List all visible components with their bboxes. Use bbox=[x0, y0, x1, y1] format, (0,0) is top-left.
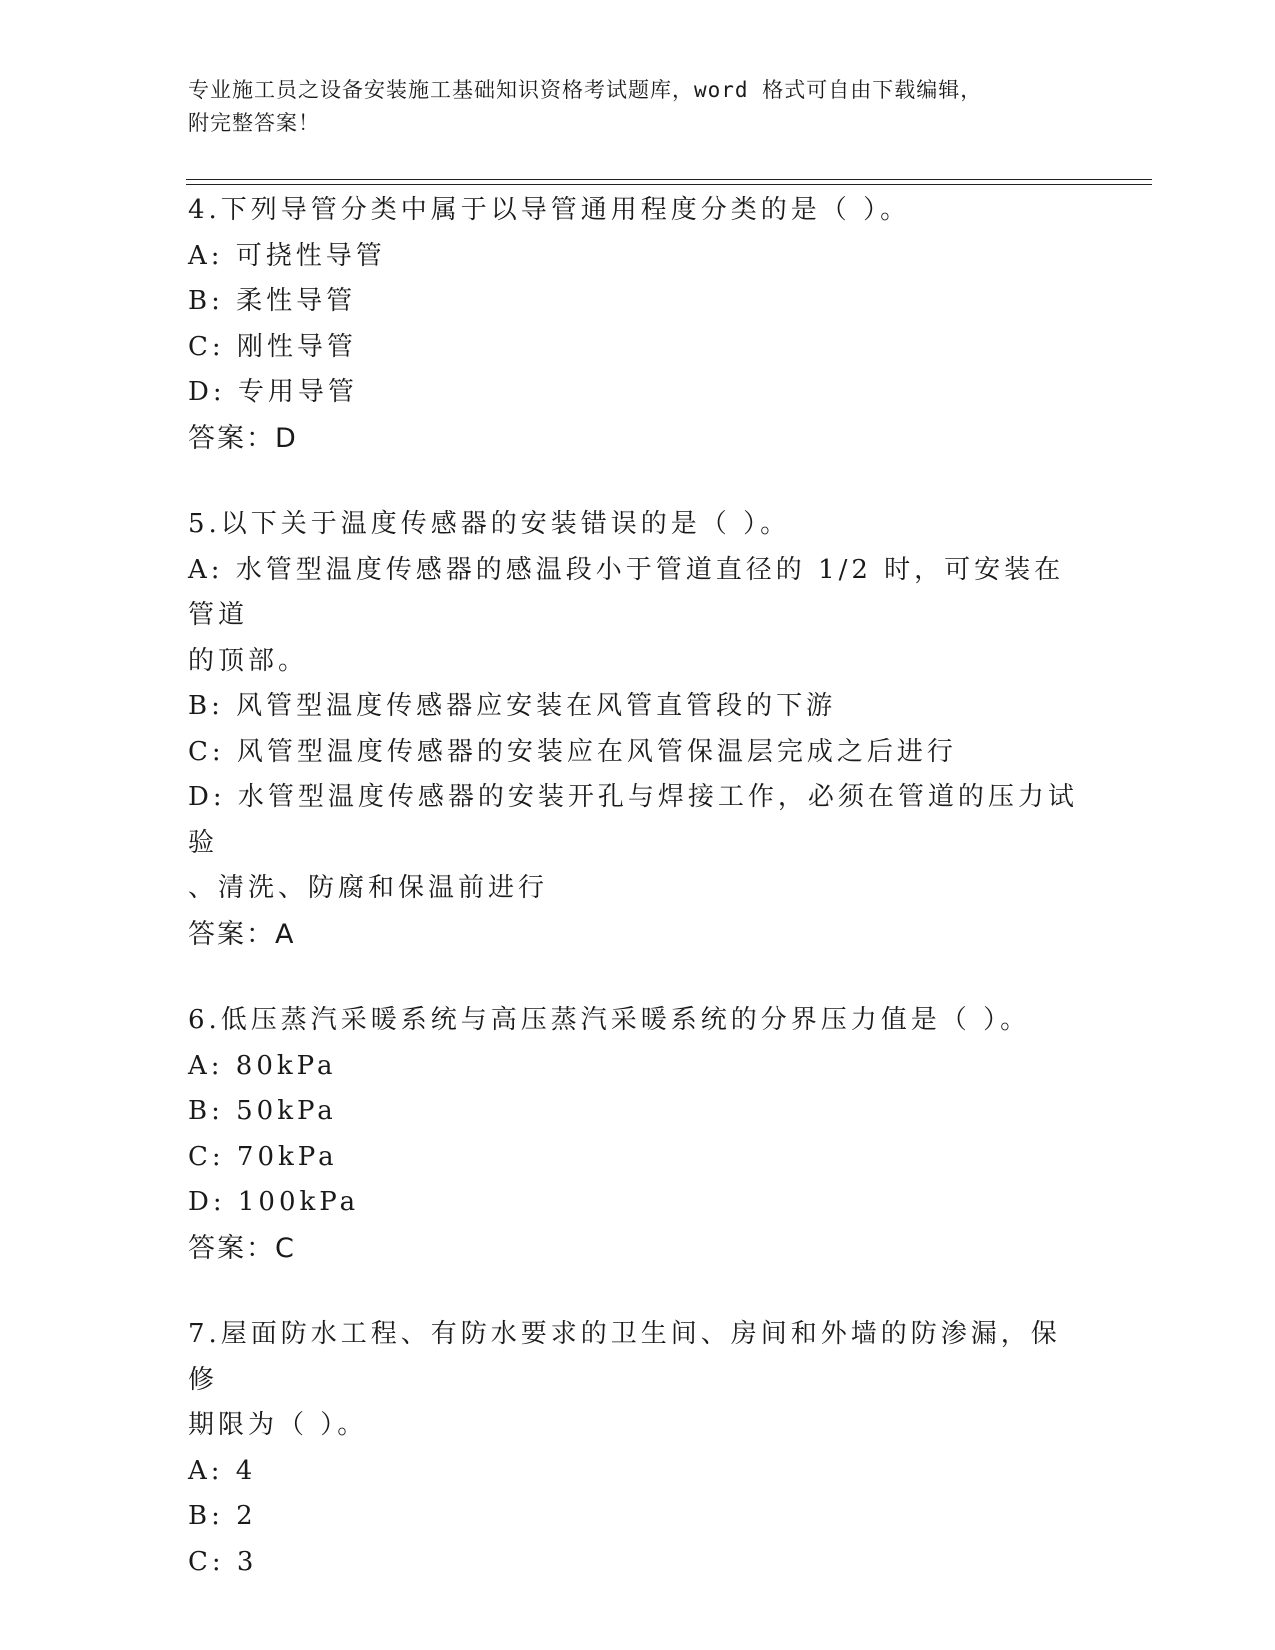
question-stem: 6.低压蒸汽采暖系统与高压蒸汽采暖系统的分界压力值是（ ）。 bbox=[188, 1005, 1031, 1035]
answer-option: A: 水管型温度传感器的感温段小于管道直径的 1/2 时，可安装在管道 bbox=[188, 554, 1065, 630]
question-stem: 4.下列导管分类中属于以导管通用程度分类的是（ ）。 bbox=[188, 195, 911, 225]
question-stem: 5.以下关于温度传感器的安装错误的是（ ）。 bbox=[188, 509, 791, 539]
answer-key: 答案：D bbox=[188, 422, 298, 454]
answer-option: B: 风管型温度传感器应安装在风管直管段的下游 bbox=[188, 691, 837, 721]
answer-option: B: 50kPa bbox=[188, 1096, 337, 1126]
answer-option: A: 4 bbox=[188, 1455, 257, 1486]
question-block bbox=[188, 1312, 1088, 1585]
header-title-line-2: 附完整答案！ bbox=[188, 111, 320, 135]
header-title-line-1: 专业施工员之设备安装施工基础知识资格考试题库，word 格式可自由下载编辑， bbox=[188, 78, 983, 102]
answer-option: A: 可挠性导管 bbox=[188, 240, 386, 271]
question-list bbox=[188, 188, 1088, 1626]
document-header bbox=[188, 74, 1068, 140]
header-divider-top bbox=[186, 179, 1152, 180]
answer-key: 答案：C bbox=[188, 1232, 296, 1264]
answer-option: C: 3 bbox=[188, 1546, 258, 1577]
question-block bbox=[188, 502, 1088, 957]
answer-option: D: 专用导管 bbox=[188, 377, 358, 407]
question-block bbox=[188, 188, 1088, 461]
answer-option: C: 刚性导管 bbox=[188, 331, 357, 362]
question-stem: 7.屋面防水工程、有防水要求的卫生间、房间和外墙的防渗漏，保修 bbox=[188, 1319, 1061, 1395]
answer-option: C: 风管型温度传感器的安装应在风管保温层完成之后进行 bbox=[188, 736, 957, 767]
header-divider-bottom bbox=[186, 184, 1152, 185]
answer-key: 答案：A bbox=[188, 918, 296, 950]
answer-option: B: 柔性导管 bbox=[188, 286, 357, 316]
answer-option: C: 70kPa bbox=[188, 1141, 338, 1172]
answer-option: 、清洗、防腐和保温前进行 bbox=[188, 873, 549, 903]
answer-option: B: 2 bbox=[188, 1501, 257, 1531]
answer-option: D: 水管型温度传感器的安装开孔与焊接工作，必须在管道的压力试验 bbox=[188, 782, 1078, 858]
answer-option: A: 80kPa bbox=[188, 1050, 337, 1081]
question-stem: 期限为（ ）。 bbox=[188, 1410, 368, 1440]
answer-option: D: 100kPa bbox=[188, 1187, 360, 1217]
question-block bbox=[188, 998, 1088, 1271]
answer-option: 的顶部。 bbox=[188, 645, 309, 676]
